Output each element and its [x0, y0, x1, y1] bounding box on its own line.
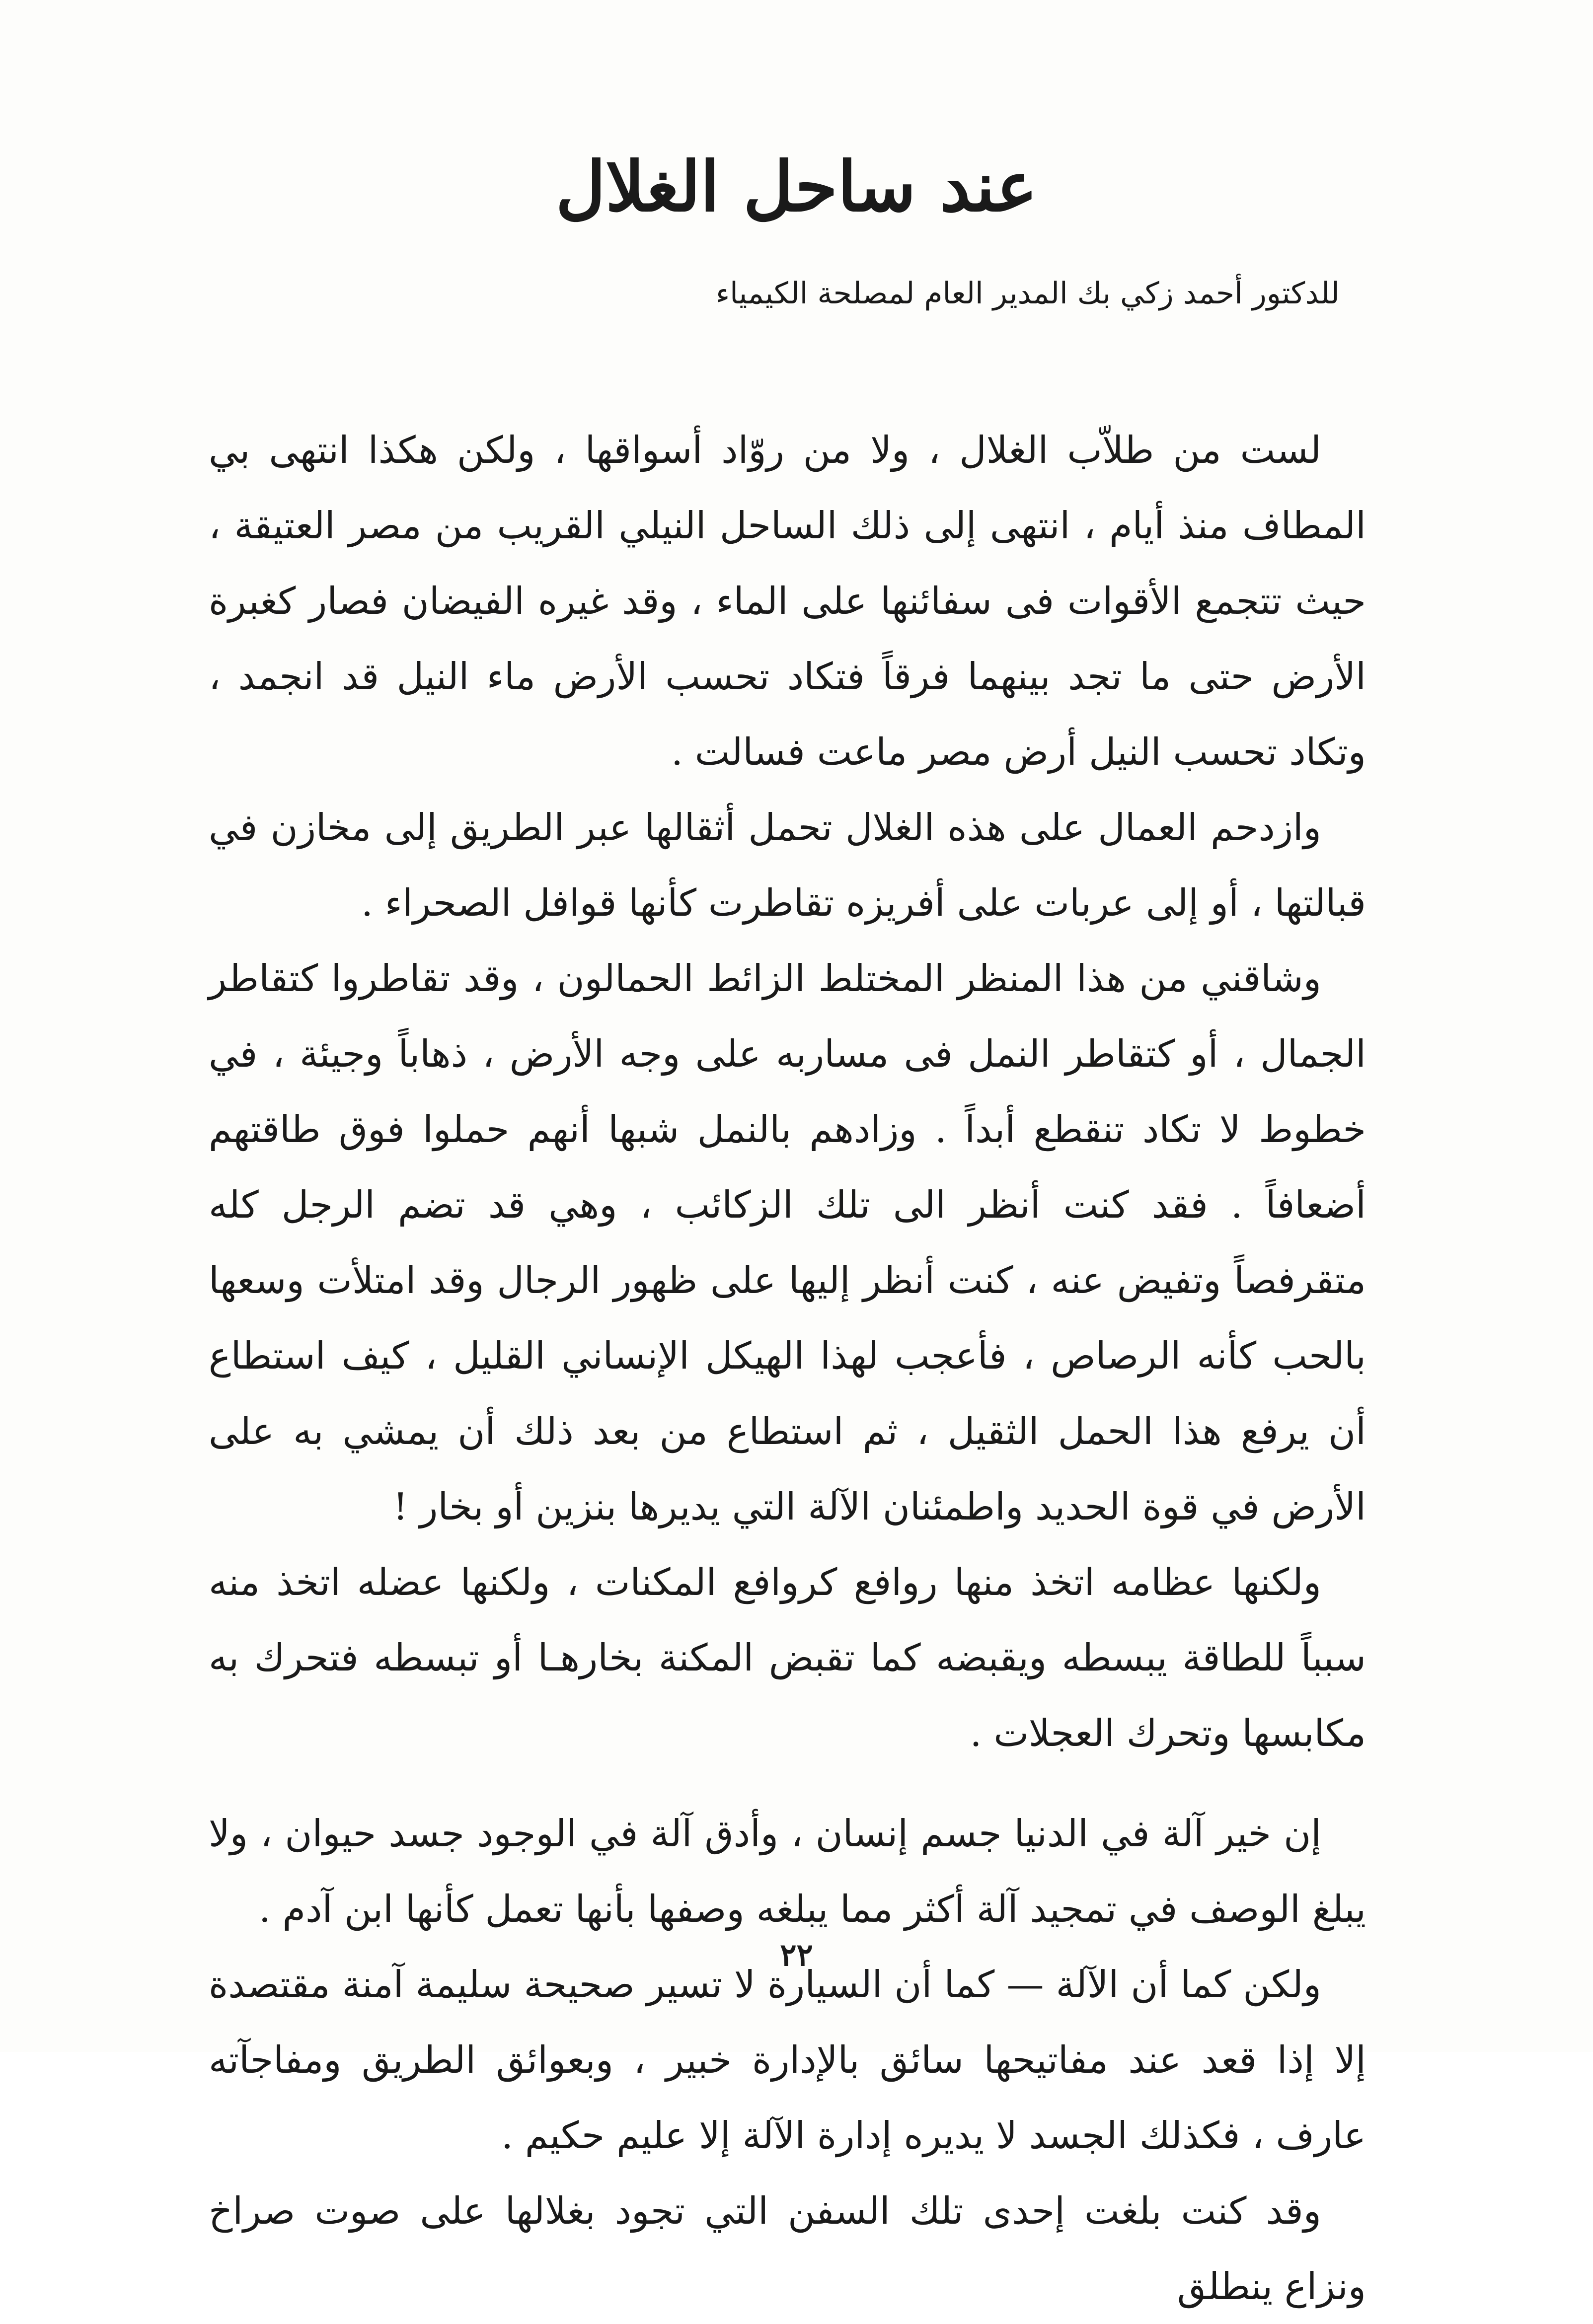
paragraph: إن خير آلة في الدنيا جسم إنسان ، وأدق آلة في الوجود جسد حيوان ، ولا يبلغ الوصف في تمجيد آلة أكثر مما يبلغه وصفها بأنها تعمل كأنها ابن آدم . [209, 1812, 1366, 1931]
paragraph: وازدحم العمال على هذه الغلال تحمل أثقالها عبر الطريق إلى مخازن في قبالتها ، أو إلى عربات على أفريزه تقاطرت كأنها قوافل الصحراء . [209, 805, 1366, 925]
author-byline: للدكتور أحمد زكي بك المدير العام لمصلحة الكيمياء [715, 276, 1340, 311]
article-title: عند ساحل الغلال [555, 146, 1038, 227]
paragraph: ولكن كما أن الآلة — كما أن السيارة لا تسير صحيحة سليمة آمنة مقتصدة إلا إذا قعد عند مفاتيحها سائق بالإدارة خبير ، وبعوائق الطريق ومفاجآته عارف ، فكذلك الجسد لا يديره إدارة الآلة إلا عليم حكيم . [209, 1962, 1366, 2157]
paragraph: ولكنها عظامه اتخذ منها روافع كروافع المكنات ، ولكنها عضله اتخذ منه سبباً للطاقة يبسطه ويقبضه كما تقبض المكنة بخارهـا أو تبسطه فتحرك به مكابسها وتحرك العجلات . [209, 1560, 1366, 1755]
paragraph: وقد كنت بلغت إحدى تلك السفن التي تجود بغلالها على صوت صراخ ونزاع ينطلق [209, 2189, 1366, 2308]
paragraph: وشاقني من هذا المنظر المختلط الزائط الحمالون ، وقد تقاطروا كتقاطر الجمال ، أو كتقاطر النمل فى مساربه على وجه الأرض ، ذهاباً وجيئة ، في خطوط لا تكاد تنقطع أبداً . وزادهم بالنمل شبها أنهم حملوا فوق طاقتهم أضعافاً . فقد كنت أنظر الى تلك الزكائب ، وهي قد تضم الرجل كله متقرفصاً وتفيض عنه ، كنت أنظر إليها على ظهور الرجال وقد امتلأت وسعها بالحب كأنه الرصاص ، فأعجب لهذا الهيكل الإنساني القليل ، كيف استطاع أن يرفع هذا الحمل الثقيل ، ثم استطاع من بعد ذلك أن يمشي به على الأرض في قوة الحديد واطمئنان الآلة التي يديرها بنزين أو بخار ! [209, 956, 1366, 1528]
paragraph: لست من طلاّب الغلال ، ولا من روّاد أسواقها ، ولكن هكذا انتهى بي المطاف منذ أيام ، انتهى إلى ذلك الساحل النيلي القريب من مصر العتيقة ، حيث تتجمع الأقوات فى سفائنها على الماء ، وقد غيره الفيضان فصار كغبرة الأرض حتى ما تجد بينهما فرقاً فتكاد تحسب الأرض ماء النيل قد انجمد ، وتكاد تحسب النيل أرض مصر ماعت فسالت . [209, 428, 1366, 774]
page-number: ٢٢ [780, 1937, 813, 1973]
article-body [209, 412, 1366, 2324]
